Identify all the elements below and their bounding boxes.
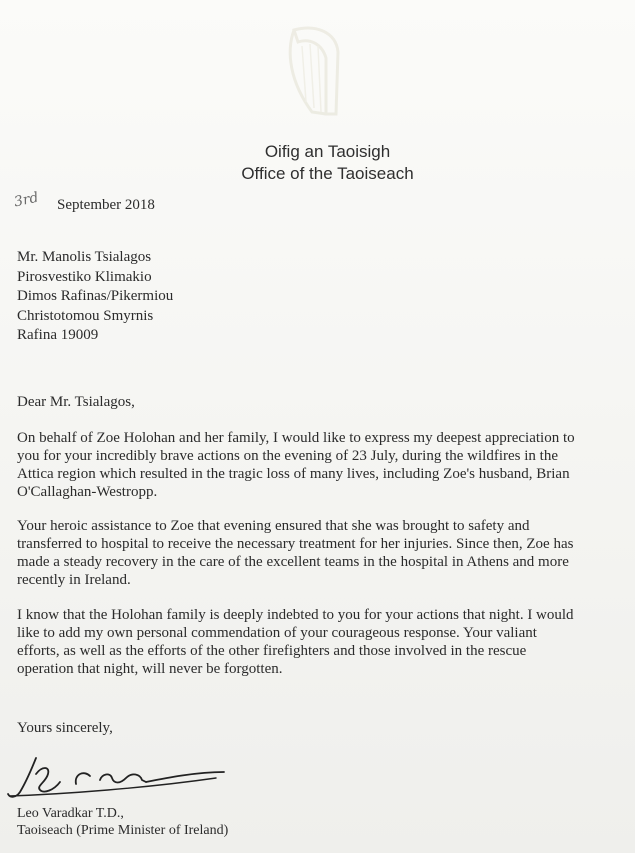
body-paragraph-2 — [17, 517, 627, 589]
body-line: I know that the Holohan family is deeply indebted to you for your actions that night. I would — [17, 607, 574, 623]
address-line: Pirosvestiko Klimakio — [17, 268, 152, 285]
address-line: Rafina 19009 — [17, 327, 99, 343]
address-line: Mr. Manolis Tsialagos — [17, 249, 152, 265]
date-handwritten-day: 3rd — [12, 189, 40, 211]
address-line: Christotomou Smyrnis — [17, 307, 154, 324]
letterhead-irish: Oifig an Taoisigh — [264, 142, 391, 161]
body-line: you for your incredibly brave actions on the evening of 23 July, during the wildfires in the — [17, 448, 558, 464]
body-line: On behalf of Zoe Holohan and her family, I would like to express my deepest appreciation to — [17, 430, 575, 446]
body-paragraph-3 — [17, 606, 627, 678]
body-line: recently in Ireland. — [17, 572, 131, 588]
address-line: Dimos Rafinas/Pikermiou — [17, 288, 174, 304]
body-paragraph-1 — [17, 429, 627, 501]
body-line: transferred to hospital to receive the necessary treatment for her injuries. Since then, Zoe has — [17, 536, 574, 552]
salutation: Dear Mr. Tsialagos, — [17, 394, 135, 410]
signer-title: Taoiseach (Prime Minister of Ireland) — [17, 823, 229, 838]
body-line: O'Callaghan-Westropp. — [17, 484, 158, 500]
body-line: Attica region which resulted in the tragic loss of many lives, including Zoe's husband, Brian — [17, 466, 570, 482]
body-line: efforts, as well as the efforts of the other firefighters and those involved in the rescue — [17, 643, 527, 659]
body-line: made a steady recovery in the care of the excellent teams in the hospital in Athens and more — [17, 554, 569, 570]
body-line: operation that night, will never be forgotten. — [17, 661, 283, 677]
body-line: like to add my own personal commendation of your courageous response. Your valiant — [17, 625, 537, 641]
body-line: Your heroic assistance to Zoe that evening ensured that she was brought to safety and — [17, 518, 530, 534]
letterhead-english: Office of the Taoiseach — [241, 164, 414, 183]
closing: Yours sincerely, — [17, 720, 113, 736]
signature-image — [6, 752, 231, 802]
recipient-address — [17, 248, 173, 346]
letter-date: September 2018 — [57, 197, 155, 213]
signer-name: Leo Varadkar T.D., — [17, 806, 124, 821]
harp-emblem — [276, 22, 346, 122]
